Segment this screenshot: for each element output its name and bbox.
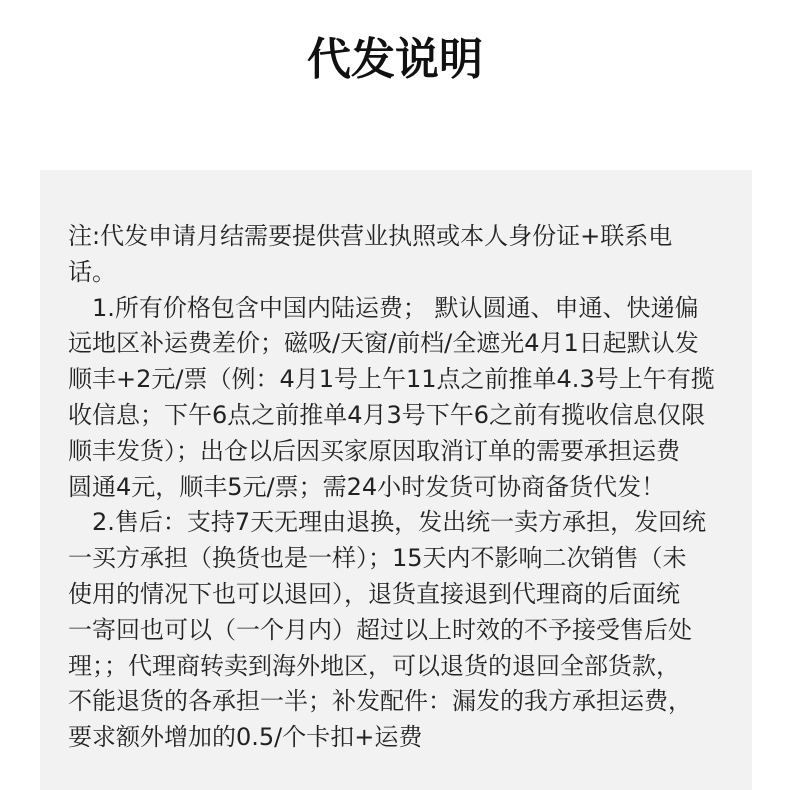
notice-line: 一寄回也可以（一个月内）超过以上时效的不予接受售后处 bbox=[68, 615, 692, 644]
notice-line: 注:代发申请月结需要提供营业执照或本人身份证+联系电 bbox=[68, 222, 673, 250]
notice-line: 使用的情况下也可以退回），退货直接退到代理商的后面统 bbox=[68, 579, 680, 608]
notice-text bbox=[68, 219, 738, 756]
notice-line: 收信息；下午6点之前推单4月3号下午6之前有揽收信息仅限 bbox=[68, 400, 706, 429]
notice-box bbox=[40, 170, 752, 790]
notice-line: 话。 bbox=[68, 257, 116, 286]
notice-line: 2.售后：支持7天无理由退换，发出统一卖方承担，发回统 bbox=[92, 508, 707, 537]
notice-line: 1.所有价格包含中国内陆运费； 默认圆通、申通、快递偏 bbox=[92, 293, 699, 322]
notice-line: 不能退货的各承担一半；补发配件：漏发的我方承担运费， bbox=[68, 687, 692, 716]
notice-line: 顺丰+2元/票（例：4月1号上午11点之前推单4.3号上午有揽 bbox=[68, 365, 715, 394]
notice-line: 圆通4元，顺丰5元/票；需24小时发货可协商备货代发！ bbox=[68, 472, 666, 501]
notice-line: 一买方承担（换货也是一样）；15天内不影响二次销售（未 bbox=[68, 544, 687, 573]
notice-line: 远地区补运费差价；磁吸/天窗/前档/全遮光4月1日起默认发 bbox=[68, 329, 699, 358]
page-title: 代发说明 bbox=[307, 34, 483, 85]
notice-line: 理；；代理商转卖到海外地区，可以退货的退回全部货款， bbox=[68, 651, 680, 680]
notice-line: 顺丰发货）；出仓以后因买家原因取消订单的需要承担运费 bbox=[68, 436, 680, 465]
notice-line: 要求额外增加的0.5/个卡扣+运费 bbox=[68, 723, 423, 752]
